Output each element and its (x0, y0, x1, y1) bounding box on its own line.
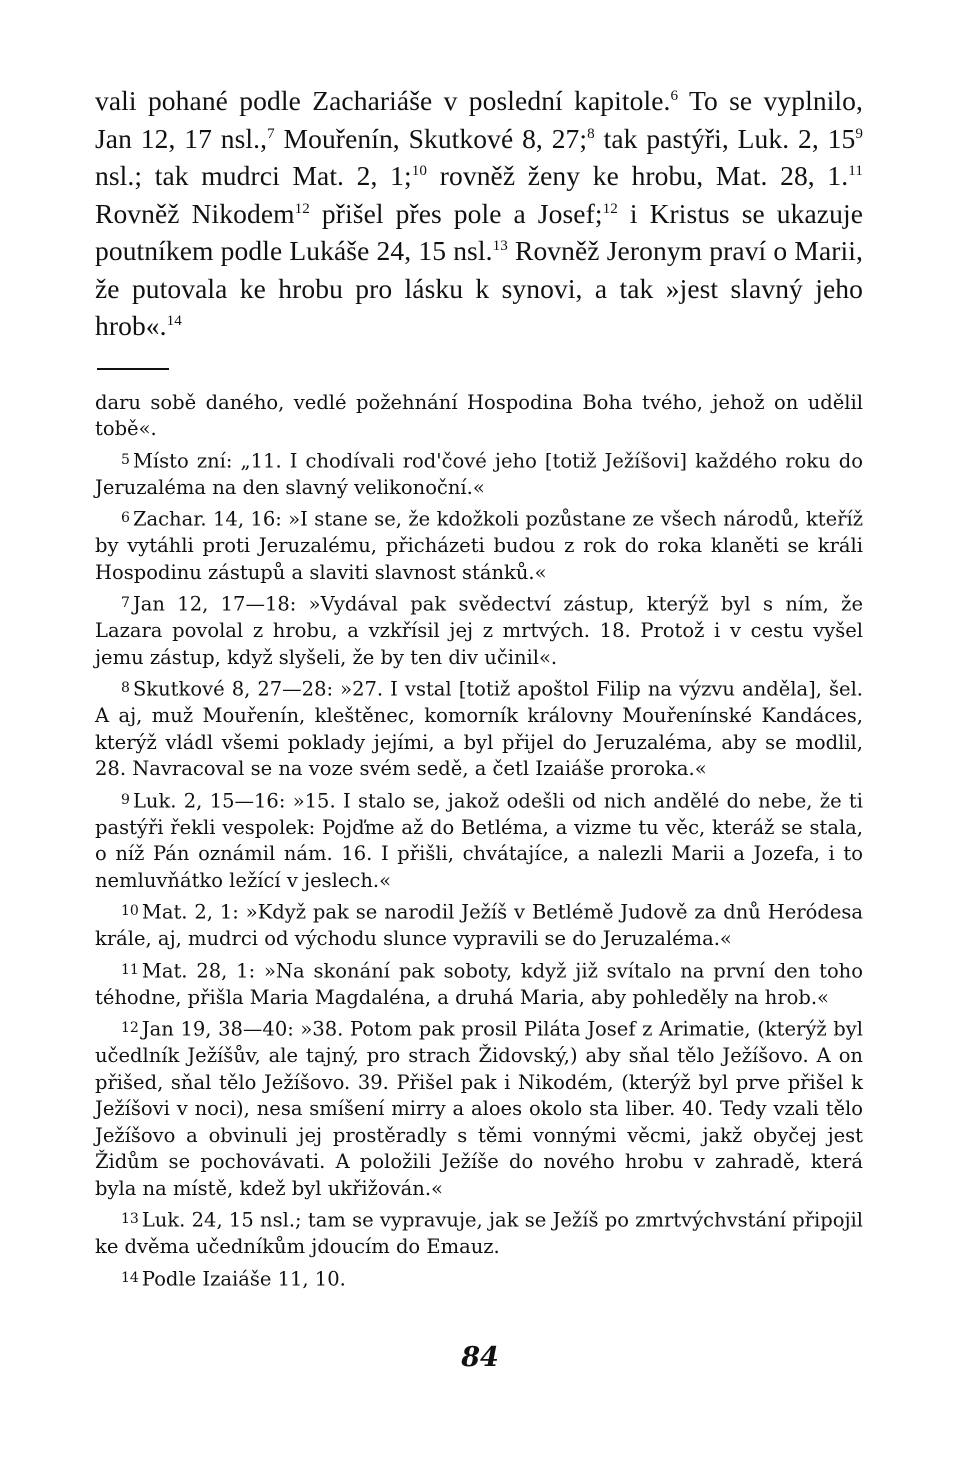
footnote-6 (95, 505, 863, 586)
footnote-number: 8 (121, 680, 130, 696)
footnote-text: Mat. 2, 1: »Když pak se narodil Ježíš v Betlémě Judově za dnů Heródesa krále, aj, mudrci od východu slunce vypravili se do Jeruzaléma.« (95, 900, 863, 950)
footnote-ref-9: 9 (855, 125, 863, 142)
footnote-ref-13: 13 (492, 237, 508, 254)
main-text-segment: Mouřenín, Skutkové 8, 27; (274, 122, 588, 154)
main-paragraph (95, 82, 863, 345)
footnote-text: Zachar. 14, 16: »I stane se, že kdožkoli pozůstane ze všech národů, kteříž by vytáhli proti Jeruzalému, přicházeti budou z rok do roka klaněti se králi Hospodinu zástupů a slaviti slavnost stánků.« (95, 507, 863, 584)
footnotes-section (95, 390, 863, 1293)
page-number: 84 (461, 1342, 499, 1373)
page-content (95, 82, 863, 1293)
footnote-7 (95, 590, 863, 671)
main-text-segment: přišel přes pole a Josef; (309, 197, 603, 229)
footnote-ref-12: 12 (294, 200, 310, 217)
footnote-ref-7: 7 (267, 125, 275, 142)
footnote-text: Jan 19, 38—40: »38. Potom pak prosil Piláta Josef z Arimatie, (kterýž byl učedlník Ježíšův, ale tajný, pro strach Židovský,) aby sňal tělo Ježíšovo. A on přišed, sňal tělo Ježíšovo. 39. Přišel pak i Nikodém, (kterýž byl prve přišel k Ježíšovi v noci), nesa smíšení mirry a aloes okolo sta liber. 40. Tedy vzali tělo Ježíšovo a obvinuli jej prostěradly s těmi vonnými věcmi, jakž obyčej jest Židům se pochovávati. A položili Ježíše do nového hrobu v zahradě, která byla na místě, kdež byl ukřižován.« (95, 1017, 863, 1200)
main-text-segment: vali pohané podle Zachariáše v poslední kapitole. (95, 85, 671, 116)
footnote-number: 13 (121, 1211, 139, 1227)
footnote-number: 6 (121, 510, 130, 526)
main-text-segment: nsl.; tak mudrci Mat. 2, 1; (95, 160, 412, 191)
footnote-text: Místo zní: „11. I chodívali rod'čové jeho [totiž Ježíšovi] každého roku do Jeruzaléma na den slavný velikonoční.« (95, 449, 863, 499)
footnote-text: Podle Izaiáše 11, 10. (141, 1267, 346, 1290)
footnote-ref-10: 10 (411, 162, 428, 179)
footnote-ref-8: 8 (587, 125, 595, 142)
footnote-9 (95, 787, 863, 895)
main-text-segment: tak pastýři, Luk. 2, 15 (594, 122, 856, 154)
footnote-ref-14: 14 (166, 312, 182, 329)
main-text-segment: Rovněž Nikodem (95, 197, 295, 229)
main-text-segment: To se vyplnilo, Jan 12, 17 nsl., (95, 85, 864, 154)
footnote-text: Jan 12, 17—18: »Vydával pak svědectví zástup, kterýž byl s ním, že Lazara povolal z hrobu, a vzkřísil jej z mrtvých. 18. Protož i v cestu vyšel jemu zástup, když slyšeli, že by ten div učinil«. (95, 592, 863, 669)
footnote-11 (95, 957, 863, 1012)
footnote-number: 7 (121, 595, 130, 611)
footnote-ref-12: 12 (602, 200, 618, 217)
footnote-text: Luk. 2, 15—16: »15. I stalo se, jakož odešli od nich andělé do nebe, že ti pastýři řekli vespolek: Pojďme až do Betléma, a vizme tu věc, kteráž se stala, o níž Pán oznámil nám. 16. I přišli, chvátajíce, a nalezli Marii a Jozefa, i to nemluvňátko ležící v jeslech.« (95, 789, 863, 892)
footnote-number: 11 (121, 961, 139, 978)
footnote-number: 5 (121, 451, 130, 468)
footnote-5 (95, 447, 863, 502)
footnote-separator (97, 368, 169, 370)
main-text-segment: rovněž ženy ke hrobu, Mat. 28, 1. (427, 160, 849, 191)
footnote-13 (95, 1206, 863, 1261)
footnote-number: 9 (121, 791, 130, 808)
main-text-segment: i Kristus se ukazuje poutníkem podle Lukáše 24, 15 nsl. (95, 197, 864, 266)
footnote-ref-6: 6 (670, 87, 679, 104)
footnote-number: 10 (121, 903, 139, 919)
footnote-number: 12 (121, 1020, 139, 1036)
main-text-segment: Rovněž Jeronym praví o Marii, že putovala ke hrobu pro lásku k synovi, a tak »jest slavný jeho hrob«. (95, 235, 863, 341)
footnote-12 (95, 1015, 863, 1202)
footnote-text: Mat. 28, 1: »Na skonání pak soboty, když již svítalo na první den toho téhodne, přišla Maria Magdaléna, a druhá Maria, aby pohleděly na hrob.« (95, 959, 863, 1009)
footnote-text: Luk. 24, 15 nsl.; tam se vypravuje, jak se Ježíš po zmrtvýchvstání připojil ke dvěma učedníkům jdoucím do Emauz. (95, 1208, 863, 1258)
footnote-10 (95, 898, 863, 953)
footnote-14 (95, 1265, 863, 1293)
footnote-number: 14 (121, 1269, 139, 1286)
footnote-ref-11: 11 (848, 162, 863, 179)
footnote-8 (95, 675, 863, 783)
footnote-continuation: daru sobě daného, vedlé požehnání Hospodina Boha tvého, jehož on udělil tobě«. (95, 390, 863, 440)
footnote-text: Skutkové 8, 27—28: »27. I vstal [totiž apoštol Filip na výzvu anděla], šel. A aj, muž Mouřenín, kleštěnec, komorník královny Mouřenínské Kandáces, kterýž vládl všemi poklady jejími, a byl přijel do Jeruzaléma, aby se modlil, 28. Navracoval se na voze svém sedě, a četl Izaiáše proroka.« (95, 677, 863, 780)
